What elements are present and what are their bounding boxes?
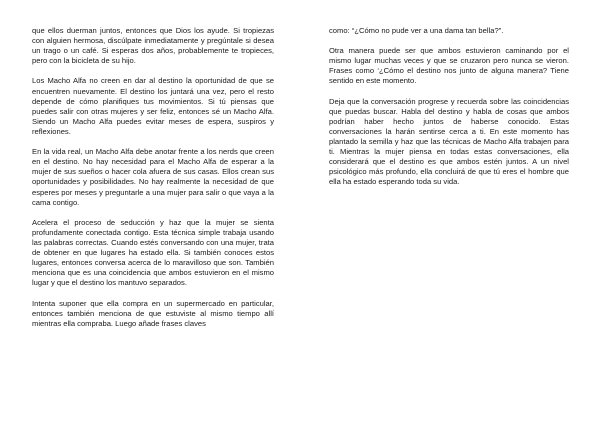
paragraph: Otra manera puede ser que ambos estuvieron caminando por el mismo lugar muchas veces y que se cruzaron pero nunca se vieron. Frases como ‘¿Cómo el destino nos junto de alguna manera? Tiene sentido en este momento. — [329, 46, 569, 86]
paragraph: En la vida real, un Macho Alfa debe anotar frente a los nerds que creen en el destino. No hay necesidad para el Macho Alfa de esperar a la mujer de sus sueños o hacer cola afuera de sus casas. Ellos crean sus oportunidades y posibilidades. No hay realmente la necesidad de que esperes por meses y preguntarle a una mujer para salir o que vaya a la cama contigo. — [32, 147, 274, 207]
right-page-text — [329, 26, 569, 198]
paragraph: Los Macho Alfa no creen en dar al destino la oportunidad de que se encuentren nuevamente. El destino los juntará una vez, pero el resto depende de cómo planifiques tus movimientos. Si tú piensas que puedes salir con otras mujeres y ser feliz, entonces sé un Macho Alfa. Siendo un Macho Alfa puedes evitar meses de espera, suspiros y reflexiones. — [32, 76, 274, 136]
paragraph: Intenta suponer que ella compra en un supermercado en particular, entonces también menciona de que estuviste al mismo tiempo allí mientras ella compraba. Luego añade frases claves — [32, 298, 274, 328]
left-page-text — [32, 26, 274, 339]
paragraph: Deja que la conversación progrese y recuerda sobre las coincidencias que puedas buscar. Habla del destino y habla de cosas que ambos podrían haber hecho juntos de haberse conocido. Estas conversaciones la harán sentirse cerca a ti. En este momento has plantado la semilla y haz que las técnicas de Macho Alfa trabajen para ti. Mientras la mujer piensa en todas estas conversaciones, ella considerará que el destino es que ambos estén juntos. A un nivel psicológico más profundo, ella concluirá de que tú eres el hombre que ella ha estado esperando toda su vida. — [329, 96, 569, 187]
paragraph: como: “¿Cómo no pude ver a una dama tan bella?”. — [329, 26, 504, 35]
paragraph: Acelera el proceso de seducción y haz que la mujer se sienta profundamente conectada contigo. Esta técnica simple trabaja usando las palabras correctas. Cuando estés conversando con una mujer, trata de obtener en que lugares ha estado ella. Si también conoces estos lugares, entonces conversa acerca de lo maravilloso que son. También menciona que es una coincidencia que ambos estuvieron en el mismo lugar y que el destino los mantuvo separados. — [32, 217, 274, 288]
paragraph: que ellos duerman juntos, entonces que Dios los ayude. Si tropiezas con alguien hermosa, discúlpate inmediatamente y pregúntale si desea un trago o un café. Si esperas dos años, probablemente te tropieces, pero con la bicicleta de su hijo. — [32, 26, 274, 66]
